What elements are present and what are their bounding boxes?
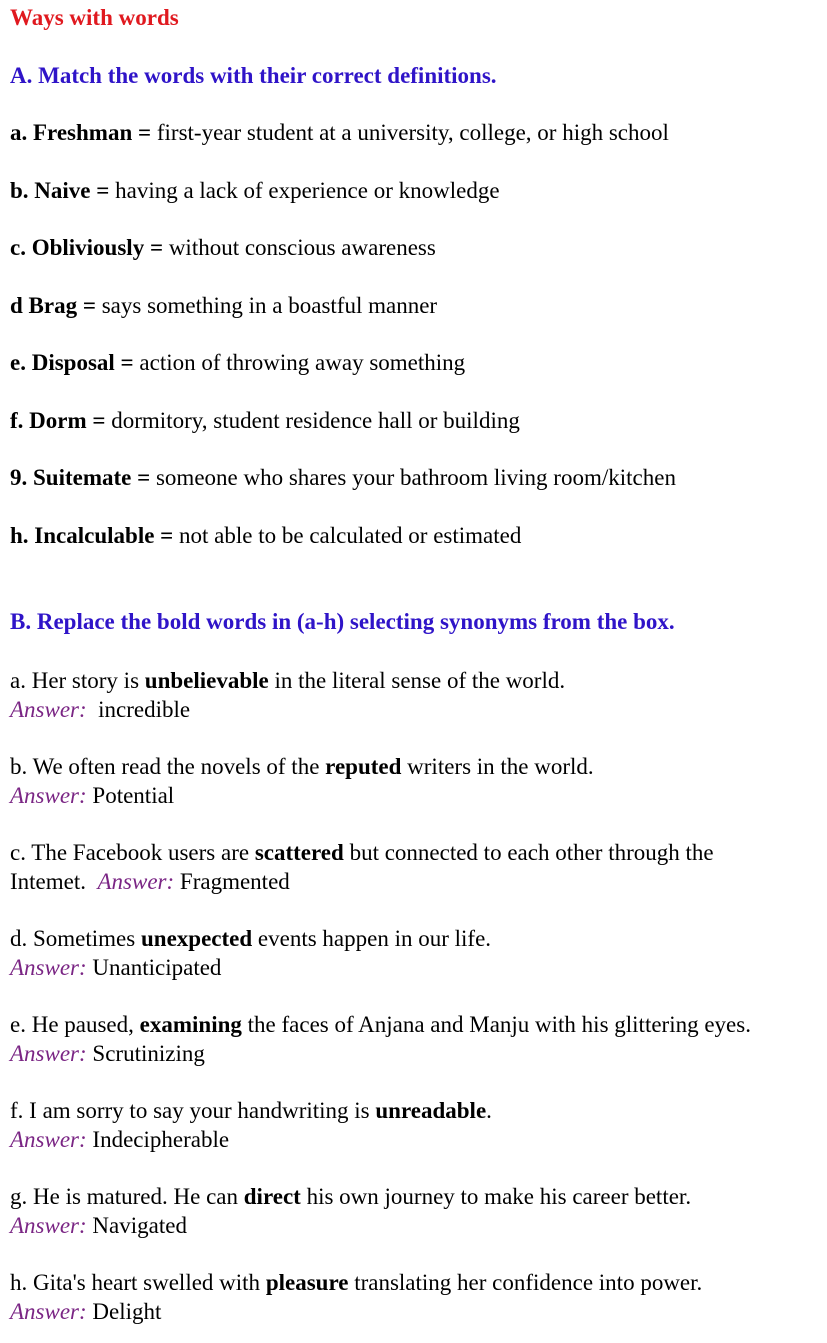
definition-text: dormitory, student residence hall or building xyxy=(111,408,520,433)
definition-text: without conscious awareness xyxy=(168,235,436,260)
definition-term: a. Freshman = xyxy=(10,120,152,145)
answer-line xyxy=(10,781,594,810)
question-sentence: a. Her story is unbelievable in the literal sense of the world. xyxy=(10,668,566,693)
question-sentence: d. Sometimes unexpected events happen in our life. xyxy=(10,926,492,951)
bold-word: unexpected xyxy=(140,926,253,951)
answer-text: incredible xyxy=(98,697,191,722)
definition-text: someone who shares your bathroom living room/kitchen xyxy=(155,465,676,490)
bold-word: direct xyxy=(243,1184,301,1209)
answer-label: Answer: xyxy=(10,783,87,808)
question-sentence: f. I am sorry to say your handwriting is unreadable. xyxy=(10,1098,492,1123)
definition-item xyxy=(10,177,500,205)
definition-term: f. Dorm = xyxy=(10,408,106,433)
bold-word: unbelievable xyxy=(144,668,269,693)
definition-text: not able to be calculated or estimated xyxy=(179,523,522,548)
question-item xyxy=(10,752,594,810)
definition-text: having a lack of experience or knowledge xyxy=(115,178,500,203)
definition-item xyxy=(10,119,669,147)
definition-term: b. Naive = xyxy=(10,178,110,203)
answer-label: Answer: xyxy=(10,955,87,980)
section-b-heading: B. Replace the bold words in (a-h) selecting synonyms from the box. xyxy=(10,609,675,634)
definition-item xyxy=(10,234,436,262)
definition-text: action of throwing away something xyxy=(139,350,466,375)
answer-text: Potential xyxy=(92,783,175,808)
answer-label: Answer: xyxy=(97,869,175,894)
bold-word: scattered xyxy=(254,840,344,865)
question-item xyxy=(10,1096,492,1154)
definition-item xyxy=(10,292,437,320)
answer-line xyxy=(10,1039,751,1068)
answer-line xyxy=(10,695,565,724)
definition-term: e. Disposal = xyxy=(10,350,134,375)
answer-line xyxy=(10,1125,492,1154)
bold-word: pleasure xyxy=(265,1270,349,1295)
definition-text: first-year student at a university, college, or high school xyxy=(156,120,669,145)
question-item xyxy=(10,1268,702,1326)
answer-text: Delight xyxy=(92,1299,162,1324)
definition-item xyxy=(10,349,465,377)
answer-text: Fragmented xyxy=(179,869,290,894)
definition-item xyxy=(10,464,676,492)
question-item xyxy=(10,924,491,982)
question-item xyxy=(10,838,714,896)
answer-line: Intemet. Answer: Fragmented xyxy=(10,869,290,894)
answer-text: Unanticipated xyxy=(92,955,222,980)
page-title: Ways with words xyxy=(10,5,179,30)
answer-line xyxy=(10,1211,691,1240)
answer-label: Answer: xyxy=(10,1041,87,1066)
definition-term: c. Obliviously = xyxy=(10,235,164,260)
answer-label: Answer: xyxy=(10,1299,87,1324)
question-item xyxy=(10,1010,751,1068)
answer-label: Answer: xyxy=(10,1213,87,1238)
section-a-heading: A. Match the words with their correct definitions. xyxy=(10,63,497,88)
question-sentence: g. He is matured. He can direct his own journey to make his career better. xyxy=(10,1184,692,1209)
definition-term: d Brag = xyxy=(10,293,96,318)
definition-item xyxy=(10,522,521,550)
question-sentence: e. He paused, examining the faces of Anjana and Manju with his glittering eyes. xyxy=(10,1012,751,1037)
answer-text: Scrutinizing xyxy=(92,1041,205,1066)
answer-line xyxy=(10,953,491,982)
answer-text: Navigated xyxy=(92,1213,187,1238)
definition-item xyxy=(10,407,520,435)
question-item xyxy=(10,666,565,724)
bold-word: examining xyxy=(139,1012,242,1037)
definition-term: h. Incalculable = xyxy=(10,523,174,548)
question-sentence: c. The Facebook users are scattered but connected to each other through the xyxy=(10,840,714,865)
definition-term: 9. Suitemate = xyxy=(10,465,151,490)
answer-text: Indecipherable xyxy=(92,1127,230,1152)
question-sentence: h. Gita's heart swelled with pleasure translating her confidence into power. xyxy=(10,1270,703,1295)
bold-word: unreadable xyxy=(375,1098,487,1123)
answer-label: Answer: xyxy=(10,1127,87,1152)
bold-word: reputed xyxy=(325,754,402,779)
answer-label: Answer: xyxy=(10,697,87,722)
question-sentence: b. We often read the novels of the reputed writers in the world. xyxy=(10,754,594,779)
question-item xyxy=(10,1182,691,1240)
definition-text: says something in a boastful manner xyxy=(101,293,438,318)
answer-line xyxy=(10,1297,702,1326)
